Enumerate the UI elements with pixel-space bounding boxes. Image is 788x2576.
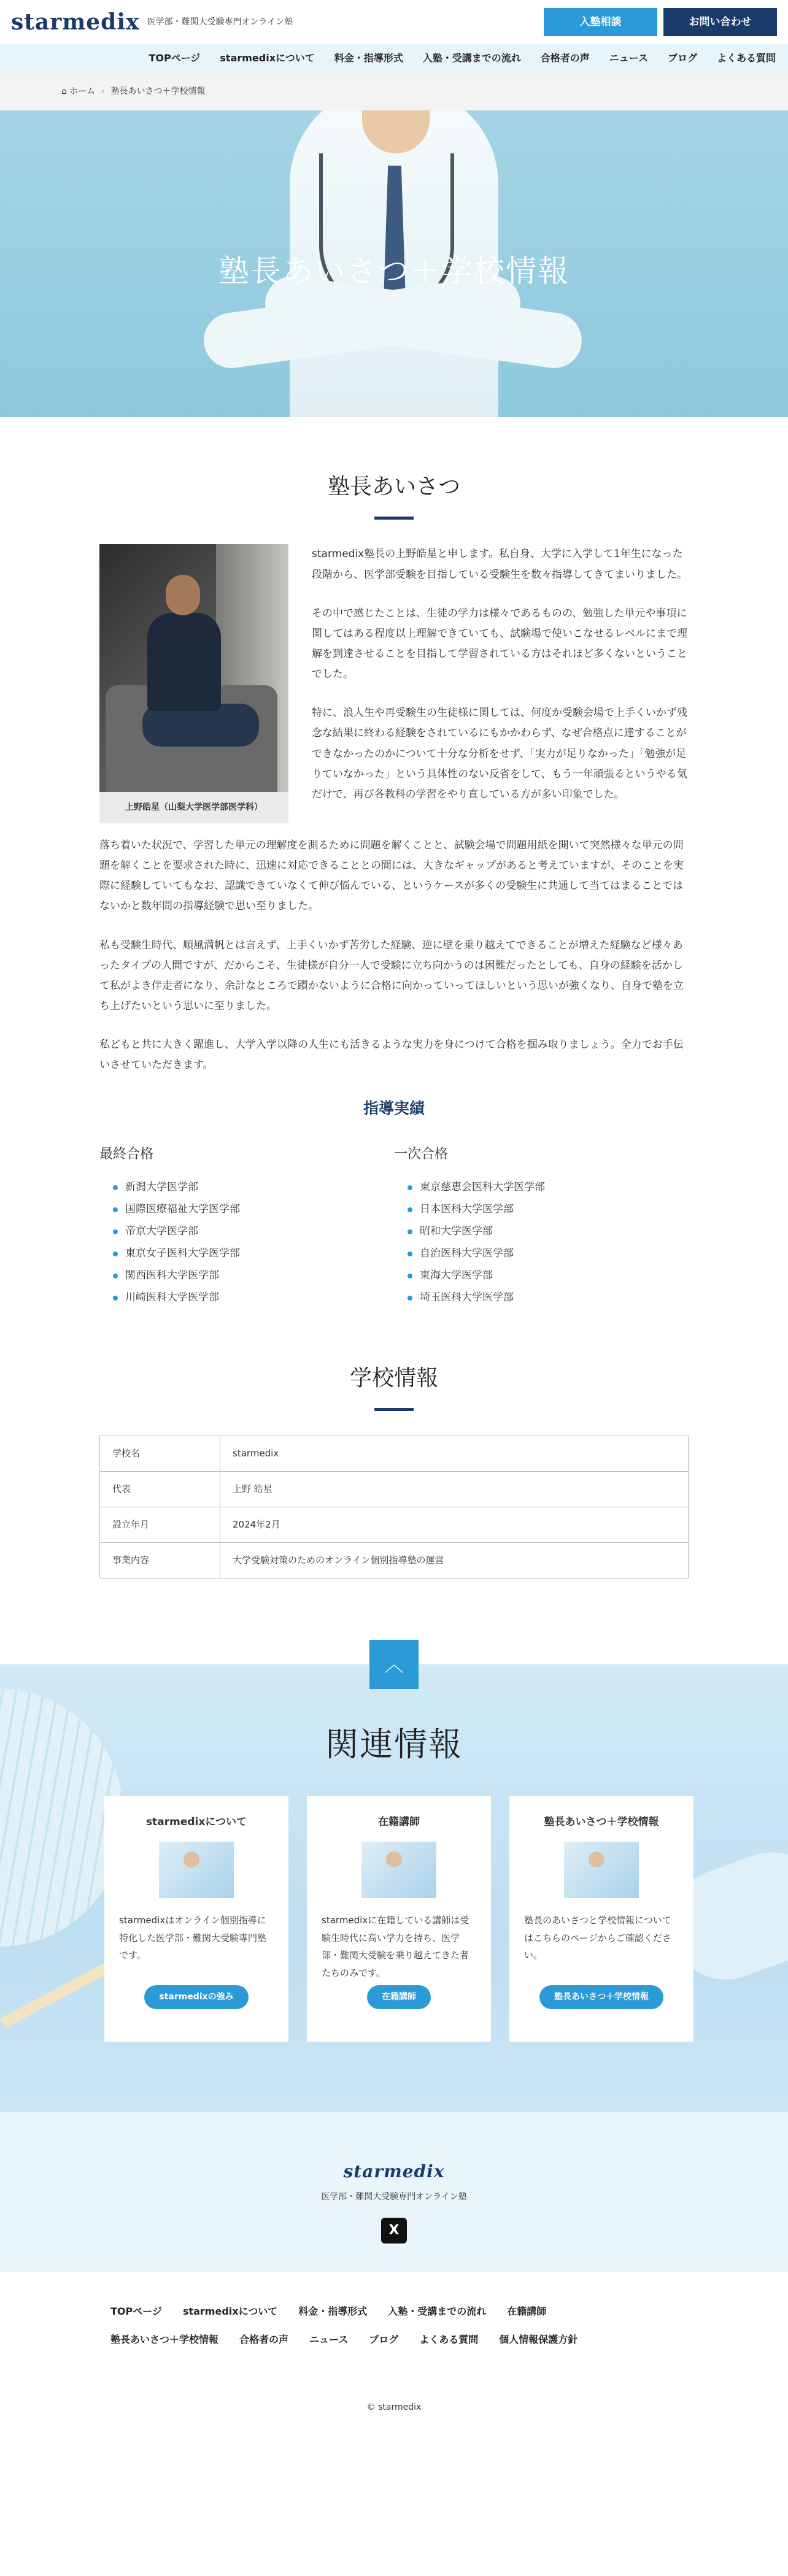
breadcrumb-separator: › [101,86,105,96]
page-title: 塾長あいさつ＋学校情報 [218,253,570,289]
related-section [0,1652,788,2112]
footer-brand [0,2112,788,2272]
logo-area[interactable] [11,1,293,43]
school-info-title: 学校情報 [349,1365,438,1391]
footer-links [0,2272,788,2388]
nav-item-news[interactable]: ニュース [609,52,648,64]
title-underline [374,1408,414,1411]
footer-link[interactable]: 料金・指導形式 [298,2305,368,2318]
director-caption: 上野皓星（山梨大学医学部医学科） [99,792,288,823]
table-row [100,1436,689,1472]
footer-link[interactable]: ブログ [369,2334,399,2346]
final-pass-heading: 最終合格 [99,1146,154,1162]
greeting-paragraph: 特に、浪人生や再受験生の生徒様に関しては、何度か受験会場で上手くいかず残念な結果に終わる経験をされているにもかかわらず、なぜ合格点に達することができなかったのかについて十分な分析をせず、「実力が足りなかった」「勉強が足りていなかった」という具体性のない反省をして、もう一年頑張るというやる気だけで、再び各教科の学習をやり直している方が多い印象でした。 [312,707,687,801]
footer-link[interactable]: 入塾・受講までの流れ [388,2305,487,2318]
enroll-consult-button[interactable]: 入塾相談 [544,8,657,36]
strengths-button[interactable]: starmedixの強み [144,1985,248,2009]
table-key: 代表 [100,1472,220,1507]
footer-link[interactable]: 個人情報保護方針 [499,2334,578,2346]
related-cards [104,1796,693,2042]
footer-link[interactable]: starmedixについて [182,2305,278,2318]
nav-item-faq[interactable]: よくある質問 [716,52,776,64]
greeting-paragraph: その中で感じたことは、生徒の学力は様々であるものの、勉強した単元や事項に関してはある程度以上理解できていても、試験場で使いこなせるレベルにまで理解を到達させることを目指して学習されている方はそれほど多くないということでした。 [312,607,687,681]
list-item: 関西医科大学医学部 [113,1264,394,1286]
home-icon[interactable]: ⌂ [61,86,67,96]
footer-link[interactable]: TOPページ [110,2305,162,2318]
site-logo[interactable]: starmedix [11,9,140,35]
table-value: 2024年2月 [220,1507,689,1543]
list-item: 帝京大学医学部 [113,1220,394,1242]
related-title: 関連情報 [325,1725,463,1764]
greeting-paragraph: 落ち着いた状況で、学習した単元の理解度を測るために問題を解くことと、試験会場で問題用紙を開いて突然様々な単元の問題を解くことを要求された時に、迅速に対応できることとの間には、大きなギャップがあると考えていますが、そのことを実際に経験していてもなお、認識できていなくて伸び悩んでいる、というケースが多くの受験生に共通して当てはまることではないかと数年間の指導経験で思い至りました。 [99,839,684,913]
hero-banner [0,110,788,417]
x-icon[interactable]: X [381,2218,407,2243]
card-text: starmedixはオンライン個別指導に特化した医学部・難関大受験専門塾です。 [119,1915,267,1961]
school-info-table [99,1436,689,1578]
header-buttons [544,8,777,36]
related-card-greeting [509,1796,693,2042]
list-item: 自治医科大学医学部 [408,1242,689,1264]
main-content [99,466,689,1578]
first-pass-heading: 一次合格 [394,1146,449,1162]
nav-item-about[interactable]: starmedixについて [220,52,315,64]
footer-tagline: 医学部・難関大受験専門オンライン塾 [321,2192,467,2202]
site-header [0,0,788,44]
results-title: 指導実績 [363,1099,425,1118]
table-key: 設立年月 [100,1507,220,1543]
title-underline [374,517,414,520]
footer-link[interactable]: ニュース [309,2334,349,2346]
related-card-teachers [307,1796,491,2042]
contact-button[interactable]: お問い合わせ [663,8,777,36]
card-thumbnail [564,1842,639,1898]
list-item: 東京慈恵会医科大学医学部 [408,1176,689,1198]
greeting-paragraph: 私も受験生時代、順風満帆とは言えず、上手くいかず苦労した経験、逆に壁を乗り越えてできることが増えた経験など様々あったタイプの人間ですが、だからこそ、生徒様が自分一人で受験に立ち向かうのは困難だったとしても、自身の経験を活かして私がよき伴走者になり、余計なところで躓かないように合格に向かっていってほしいという思いが強くなり、自身で塾を立ち上げたいという思いに至りました。 [99,939,684,1012]
site-tagline: 医学部・難関大受験専門オンライン塾 [147,17,293,27]
photo-head [166,575,200,615]
list-item: 新潟大学医学部 [113,1176,394,1198]
card-text: 塾長のあいさつと学校情報についてはこちらのページからご確認ください。 [524,1915,671,1961]
photo-body [147,613,221,711]
greeting-text [312,544,689,823]
teachers-button[interactable]: 在籍講師 [367,1985,431,2009]
greeting-title: 塾長あいさつ [327,474,460,499]
table-row [100,1507,689,1543]
table-key: 事業内容 [100,1543,220,1578]
breadcrumb-home[interactable]: ホーム [69,86,95,96]
card-thumbnail [361,1842,436,1898]
list-item: 昭和大学医学部 [408,1220,689,1242]
card-title: 在籍講師 [378,1816,420,1829]
nav-item-voices[interactable]: 合格者の声 [540,52,590,64]
list-item: 埼玉医科大学医学部 [408,1286,689,1309]
table-row [100,1472,689,1507]
list-item: 国際医療福祉大学医学部 [113,1198,394,1220]
nav-item-blog[interactable]: ブログ [667,52,697,64]
card-title: starmedixについて [146,1816,247,1829]
copyright: © starmedix [366,2402,422,2413]
footer-link[interactable]: よくある質問 [419,2334,479,2346]
footer-link[interactable]: 在籍講師 [507,2305,547,2318]
table-value: 大学受験対策のためのオンライン個別指導塾の運営 [220,1543,689,1578]
nav-item-top[interactable]: TOPページ [149,52,201,64]
global-nav [0,44,788,72]
nav-item-flow[interactable]: 入塾・受講までの流れ [422,52,521,64]
footer-link[interactable]: 塾長あいさつ＋学校情報 [110,2334,219,2346]
first-pass-column [394,1142,689,1309]
list-item: 日本医科大学医学部 [408,1198,689,1220]
scroll-top-icon[interactable]: ︿ [369,1640,419,1689]
greeting-button[interactable]: 塾長あいさつ＋学校情報 [539,1985,663,2009]
breadcrumb-current: 塾長あいさつ＋学校情報 [110,86,206,96]
director-photo [99,544,288,792]
final-pass-column [99,1142,394,1309]
greeting-paragraph: starmedix塾長の上野皓星と申します。私自身、大学に入学して1年生になった段階から、医学部受験を目指している受験生を数々指導してきてまいりました。 [312,548,687,581]
card-title: 塾長あいさつ＋学校情報 [544,1816,659,1829]
table-key: 学校名 [100,1436,220,1472]
list-item: 東京女子医科大学医学部 [113,1242,394,1264]
table-value: starmedix [220,1436,689,1472]
breadcrumb [0,72,788,110]
list-item: 東海大学医学部 [408,1264,689,1286]
site-footer [0,2112,788,2423]
nav-item-pricing[interactable]: 料金・指導形式 [334,52,403,64]
card-thumbnail [159,1842,234,1898]
list-item: 川崎医科大学医学部 [113,1286,394,1309]
greeting-paragraph: 私どもと共に大きく躍進し、大学入学以降の人生にも活きるような実力を身につけて合格を掴み取りましょう。全力でお手伝いさせていただきます。 [99,1039,684,1072]
related-card-about [104,1796,288,2042]
table-row [100,1543,689,1578]
greeting-full-text [99,836,689,1075]
table-value: 上野 皓星 [220,1472,689,1507]
greeting-block [99,544,689,823]
card-text: starmedixに在籍している講師は受験生時代に高い学力を持ち、医学部・難関大受験を乗り越えてきた者たちのみです。 [322,1915,469,1978]
footer-logo[interactable]: starmedix [343,2161,445,2182]
footer-link[interactable]: 合格者の声 [239,2334,289,2346]
results-block [99,1142,689,1309]
director-photo-card [99,544,288,823]
